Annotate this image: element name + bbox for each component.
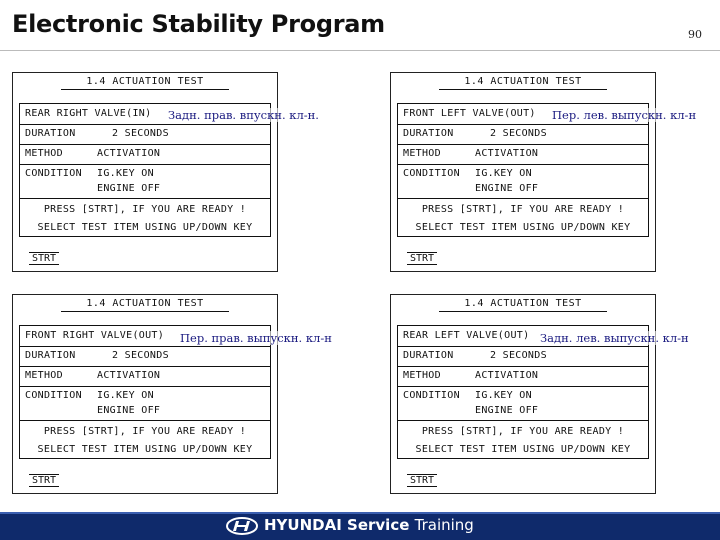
actuation-test-screen-rear-left-out	[390, 294, 656, 494]
screen-title: 1.4 ACTUATION TEST	[86, 76, 204, 87]
ready-message: PRESS [STRT], IF YOU ARE READY !	[43, 426, 247, 437]
brand-training: Training	[414, 516, 474, 534]
duration-value: 2 SECONDS	[112, 350, 169, 361]
method-label: METHOD	[25, 370, 63, 381]
method-row	[398, 366, 648, 387]
footer-bar	[0, 512, 720, 540]
hyundai-logo-icon	[226, 517, 258, 535]
condition-value-ignition: IG.KEY ON	[97, 390, 154, 401]
duration-row	[20, 346, 270, 367]
screen-title-underline	[439, 89, 607, 90]
condition-label: CONDITION	[403, 390, 460, 401]
condition-label: CONDITION	[25, 390, 82, 401]
screen-title-underline	[439, 311, 607, 312]
duration-value: 2 SECONDS	[490, 350, 547, 361]
condition-value-engine: ENGINE OFF	[475, 405, 539, 416]
header-divider	[0, 50, 720, 51]
condition-value-ignition: IG.KEY ON	[475, 390, 532, 401]
start-softkey[interactable]: STRT	[407, 474, 437, 487]
message-row	[398, 198, 648, 236]
duration-row	[398, 124, 648, 145]
test-info-box	[19, 103, 271, 237]
condition-row	[398, 164, 648, 199]
method-label: METHOD	[403, 148, 441, 159]
test-item-label: REAR LEFT VALVE(OUT)	[403, 330, 530, 341]
start-softkey[interactable]: STRT	[29, 252, 59, 265]
condition-value-engine: ENGINE OFF	[97, 405, 161, 416]
condition-row	[398, 386, 648, 421]
condition-value-engine: ENGINE OFF	[97, 183, 161, 194]
duration-label: DURATION	[25, 350, 76, 361]
start-softkey[interactable]: STRT	[29, 474, 59, 487]
method-value: ACTIVATION	[97, 148, 161, 159]
screen-title: 1.4 ACTUATION TEST	[464, 298, 582, 309]
condition-row	[20, 164, 270, 199]
message-row	[20, 198, 270, 236]
duration-value: 2 SECONDS	[490, 128, 547, 139]
translation-rear-right-in: Задн. прав. впускн. кл-н.	[168, 108, 319, 122]
test-info-box	[397, 325, 649, 459]
duration-label: DURATION	[403, 128, 454, 139]
test-item-label: FRONT RIGHT VALVE(OUT)	[25, 330, 165, 341]
method-row	[20, 366, 270, 387]
screen-title-underline	[61, 89, 229, 90]
actuation-test-screen-front-left-out	[390, 72, 656, 272]
page-number: 90	[688, 28, 702, 41]
select-item-message: SELECT TEST ITEM USING UP/DOWN KEY	[37, 222, 253, 233]
screen-title: 1.4 ACTUATION TEST	[464, 76, 582, 87]
message-row	[20, 420, 270, 458]
actuation-test-screen-rear-right-in	[12, 72, 278, 272]
screen-title: 1.4 ACTUATION TEST	[86, 298, 204, 309]
translation-front-left-out: Пер. лев. выпускн. кл-н	[552, 108, 697, 122]
method-row	[20, 144, 270, 165]
duration-label: DURATION	[403, 350, 454, 361]
method-value: ACTIVATION	[475, 370, 539, 381]
footer-stripe	[0, 512, 720, 514]
duration-row	[398, 346, 648, 367]
duration-label: DURATION	[25, 128, 76, 139]
brand-service: Service	[347, 516, 410, 534]
condition-label: CONDITION	[403, 168, 460, 179]
ready-message: PRESS [STRT], IF YOU ARE READY !	[421, 426, 625, 437]
test-info-box	[19, 325, 271, 459]
message-row	[398, 420, 648, 458]
method-label: METHOD	[403, 370, 441, 381]
condition-value-ignition: IG.KEY ON	[97, 168, 154, 179]
ready-message: PRESS [STRT], IF YOU ARE READY !	[421, 204, 625, 215]
method-value: ACTIVATION	[475, 148, 539, 159]
method-value: ACTIVATION	[97, 370, 161, 381]
page-title: Electronic Stability Program	[12, 10, 385, 38]
start-softkey[interactable]: STRT	[407, 252, 437, 265]
brand-name: HYUNDAI	[264, 516, 342, 534]
condition-row	[20, 386, 270, 421]
method-row	[398, 144, 648, 165]
test-info-box	[397, 103, 649, 237]
footer-brand-text	[264, 516, 474, 534]
test-item-label: REAR RIGHT VALVE(IN)	[25, 108, 152, 119]
method-label: METHOD	[25, 148, 63, 159]
duration-value: 2 SECONDS	[112, 128, 169, 139]
condition-value-engine: ENGINE OFF	[475, 183, 539, 194]
screen-title-underline	[61, 311, 229, 312]
select-item-message: SELECT TEST ITEM USING UP/DOWN KEY	[415, 444, 631, 455]
translation-rear-left-out: Задн. лев. выпускн. кл-н	[540, 331, 689, 345]
actuation-test-screen-front-right-out	[12, 294, 278, 494]
condition-value-ignition: IG.KEY ON	[475, 168, 532, 179]
ready-message: PRESS [STRT], IF YOU ARE READY !	[43, 204, 247, 215]
duration-row	[20, 124, 270, 145]
translation-front-right-out: Пер. прав. выпускн. кл-н	[180, 331, 332, 345]
select-item-message: SELECT TEST ITEM USING UP/DOWN KEY	[37, 444, 253, 455]
test-item-label: FRONT LEFT VALVE(OUT)	[403, 108, 536, 119]
select-item-message: SELECT TEST ITEM USING UP/DOWN KEY	[415, 222, 631, 233]
condition-label: CONDITION	[25, 168, 82, 179]
